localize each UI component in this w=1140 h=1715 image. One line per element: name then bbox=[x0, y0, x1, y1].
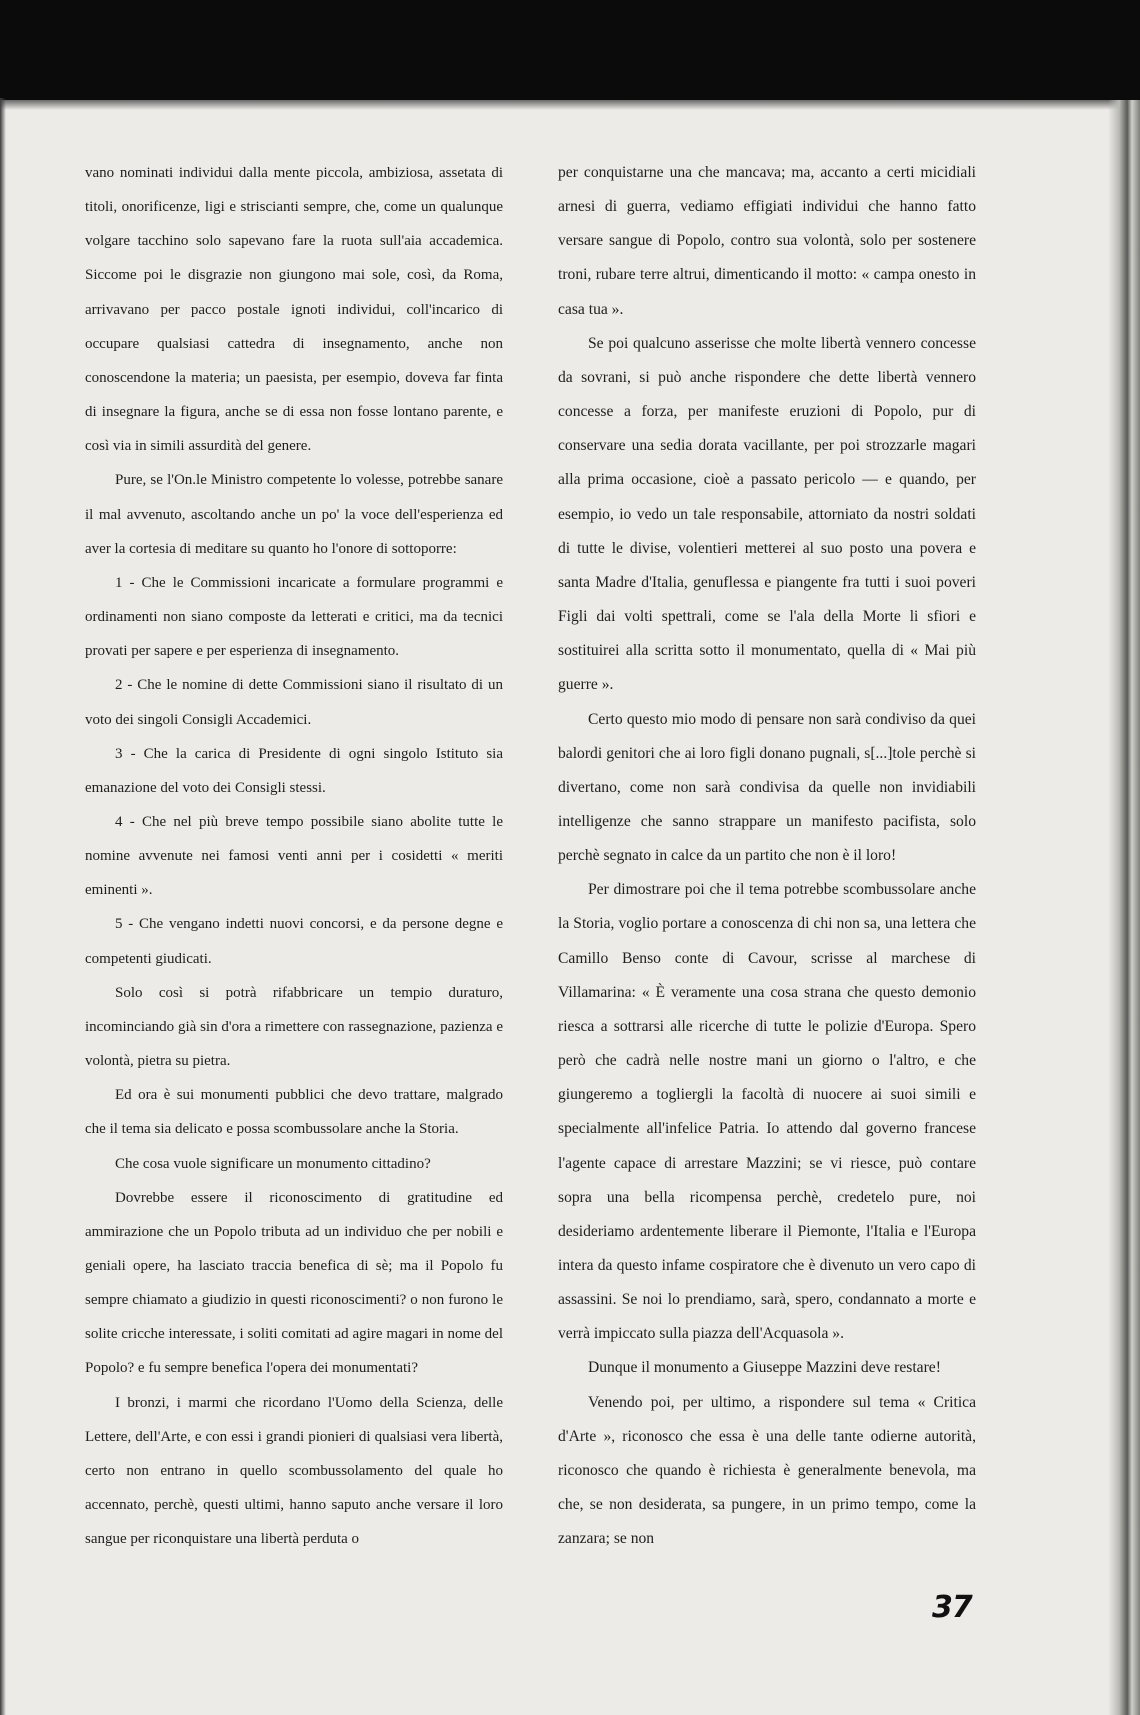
list-item: 2 - Che le nomine di dette Commissioni siano il risultato di un voto dei singoli Consigli Accademici. bbox=[85, 677, 503, 728]
right-column bbox=[558, 156, 976, 1556]
scan-right-edge bbox=[1108, 100, 1140, 1715]
scan-left-edge bbox=[0, 98, 6, 1715]
scan-top-shadow bbox=[0, 100, 1140, 110]
paragraph: per conquistarne una che mancava; ma, accanto a certi micidiali arnesi di guerra, vediamo effigiati individui che hanno fatto versare sangue di Popolo, contro sua volontà, solo per sostenere troni, rubare terre altrui, dimenticando il motto: « campa onesto in casa tua ». bbox=[558, 164, 976, 318]
scan-top-band bbox=[0, 0, 1140, 100]
paragraph: Venendo poi, per ultimo, a rispondere sul tema « Critica d'Arte », riconosco che essa è una delle tante odierne autorità, riconosco che quando è richiesta è generalmente benevola, ma che, se non desiderata, sa pungere, in un primo tempo, come la zanzara; se non bbox=[558, 1393, 976, 1548]
paragraph: Ed ora è sui monumenti pubblici che devo trattare, malgrado che il tema sia delicato e possa scombussolare anche la Storia. bbox=[85, 1087, 503, 1138]
paragraph: vano nominati individui dalla mente piccola, ambiziosa, assetata di titoli, onorificenze, ligi e striscianti sempre, che, come un qualunque volgare tacchino solo sapevano fare la ruota sull'aia accademica. Siccome poi le disgrazie non giungono mai sole, così, da Roma, arrivavano per pacco postale ignoti individui, coll'incarico di occupare qualsiasi cattedra di insegnamento, anche non conoscendone la materia; un paesista, per esempio, doveva far finta di insegnare la figura, anche se di essa non fosse lontano parente, e così via in simili assurdità del genere. bbox=[85, 165, 503, 455]
left-column bbox=[85, 156, 503, 1556]
list-item: 4 - Che nel più breve tempo possibile siano abolite tutte le nomine avvenute nei famosi venti anni per i cosidetti « meriti eminenti ». bbox=[85, 813, 503, 899]
paragraph: Dunque il monumento a Giuseppe Mazzini deve restare! bbox=[588, 1359, 941, 1377]
paragraph: Se poi qualcuno asserisse che molte libertà vennero concesse da sovrani, si può anche rispondere che dette libertà vennero concesse a forza, per manifeste eruzioni di Popolo, pur di conservare una sedia dorata vacillante, per poi strozzarle magari alla prima occasione, cioè a passato pericolo — e quando, per esempio, io vedo un tale responsabile, attorniato da nostri soldati di tutte le divise, volentieri metterei al suo posto una povera e santa Madre d'Italia, genuflessa e piangente fra tutti i suoi poveri Figli dai volti spettrali, come se l'ala della Morte li sfiori e sostituirei alla scritta sotto il monumentato, quella di « Mai più guerre ». bbox=[558, 334, 976, 694]
paragraph: Per dimostrare poi che il tema potrebbe scombussolare anche la Storia, voglio portare a conoscenza di chi non sa, una lettera che Camillo Benso conte di Cavour, scrisse al marchese di Villamarina: « È veramente una cosa strana che questo demonio riesca a sottrarsi alle ricerche di tutte le polizie d'Europa. Spero però che cadrà nelle nostre mani un giorno o l'altro, e che giungeremo a togliergli la facoltà di nuocere ai suoi simili e specialmente all'infelice Patria. Io attendo dal governo francese l'agente capace di arrestare Mazzini; se vi riesce, può contare sopra una bella ricompensa perchè, credetelo pure, noi desideriamo ardentemente liberare il Piemonte, l'Italia e l'Europa intera da questo infame cospiratore che è divenuto un vero capo di assassini. Se noi lo prendiamo, sarà, spero, condannato a morte e verrà impiccato sulla piazza dell'Acquasola ». bbox=[558, 881, 976, 1343]
paragraph: Pure, se l'On.le Ministro competente lo volesse, potrebbe sanare il mal avvenuto, ascoltando anche un po' la voce dell'esperienza ed aver la cortesia di meditare su quanto ho l'onore di sottoporre: bbox=[85, 472, 503, 557]
list-item: 5 - Che vengano indetti nuovi concorsi, e da persone degne e competenti giudicati. bbox=[85, 916, 503, 967]
paragraph: Dovrebbe essere il riconoscimento di gratitudine ed ammirazione che un Popolo tributa ad un individuo che per nobili e geniali opere, ha lasciato traccia benefica di sè; ma il Popolo fu sempre chiamato a giudizio in questi riconoscimenti? o non furono le solite cricche interessate, i soliti comitati ad agire magari in nome del Popolo? e fu sempre benefica l'opera dei monumentati? bbox=[85, 1189, 503, 1377]
paragraph: I bronzi, i marmi che ricordano l'Uomo della Scienza, delle Lettere, dell'Arte, e con essi i grandi pionieri di qualsiasi vera libertà, certo non entrano in quello scombussolamento del quale ho accennato, perchè, questi ultimi, hanno saputo anche versare il loro sangue per riconquistare una libertà perduta o bbox=[85, 1394, 503, 1548]
paragraph: Solo così si potrà rifabbricare un tempio duraturo, incominciando già sin d'ora a rimettere con rassegnazione, pazienza e volontà, pietra su pietra. bbox=[85, 984, 503, 1070]
paragraph: Certo questo mio modo di pensare non sarà condiviso da quei balordi genitori che ai loro figli donano pugnali, s[...]tole perchè si divertano, come non sarà condivisa da quelle non invidiabili intelligenze che sanno strappare un manifesto pacifista, solo perchè segnato in calce da un partito che non è il loro! bbox=[558, 710, 976, 865]
paragraph: Che cosa vuole significare un monumento cittadino? bbox=[115, 1155, 431, 1172]
list-item: 1 - Che le Commissioni incaricate a formulare programmi e ordinamenti non siano composte da letterati e critici, ma da tecnici provati per sapere e per esperienza di insegnamento. bbox=[85, 574, 503, 660]
page-number: 37 bbox=[932, 1590, 972, 1625]
list-item: 3 - Che la carica di Presidente di ogni singolo Istituto sia emanazione del voto dei Consigli stessi. bbox=[85, 745, 503, 796]
